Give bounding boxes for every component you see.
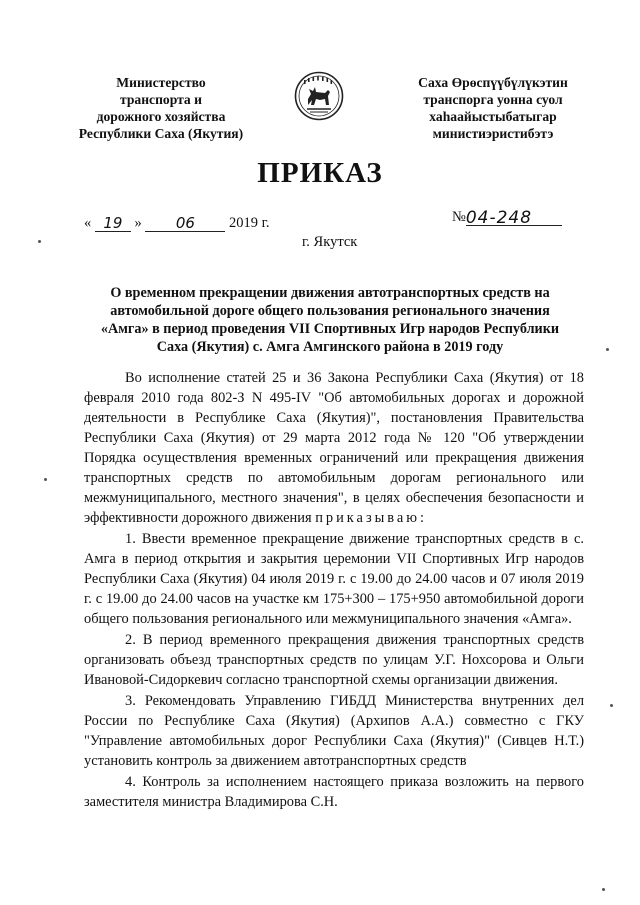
date-open-quote: «	[84, 215, 92, 231]
date-year: 2019 г.	[229, 215, 270, 231]
intro-text: Во исполнение статей 25 и 36 Закона Республики Саха (Якутия) от 18 февраля 2010 года 802-З N 495-IV "Об автомобильных дорогах и дорожной деятельности в Республике Саха (Якутия)", постановления Правительства Республики Саха (Якутия) от 29 марта 2012 года № 120 "Об утверждении Порядка осуществления временных ограничений или прекращения движения транспортных средств по автомобильным дорогам регионального или межмуниципального, местного значения", в целях обеспечения безопасности и эффективности дорожного движения	[84, 370, 584, 526]
order-subject	[80, 284, 580, 356]
issue-city: г. Якутск	[302, 234, 358, 250]
intro-paragraph	[84, 368, 584, 528]
ministry-header-yakut	[388, 74, 598, 142]
header-left-line: дорожного хозяйства	[96, 109, 226, 124]
order-item-2: 2. В период временного прекращения движения транспортных средств организовать объезд транспортных средств по улицам У.Г. Нохсорова и Ольги Ивановой-Сидоркевич согласно транспортной схемы организации движения.	[84, 632, 584, 688]
number-value: 04-248	[466, 208, 562, 226]
header-left-line: Республики Саха (Якутия)	[78, 126, 244, 141]
subject-line: «Амга» в период проведения VII Спортивных Игр народов Республики	[100, 321, 560, 337]
date-month: 06	[145, 214, 225, 232]
header-right-line: транспорга уонна суол	[423, 92, 563, 107]
scan-speck	[44, 478, 47, 481]
date-day: 19	[95, 214, 131, 232]
header-left-line: транспорта и	[120, 92, 202, 107]
subject-line: Саха (Якутия) с. Амга Амгинского района в 2019 году	[156, 339, 504, 355]
number-sign: №	[452, 209, 466, 225]
scan-speck	[610, 704, 613, 707]
order-item-4: 4. Контроль за исполнением настоящего приказа возложить на первого заместителя министра Владимирова С.Н.	[84, 774, 584, 810]
document-title: ПРИКАЗ	[257, 157, 383, 189]
scan-speck	[606, 348, 609, 351]
subject-line: О временном прекращении движения автотранспортных средств на	[110, 285, 550, 301]
ministry-header-russian	[56, 74, 266, 142]
date-close-quote: »	[134, 215, 142, 231]
order-number	[452, 208, 562, 226]
header-right-line: Саха Өрөспүүбүлүкэтин	[418, 75, 568, 90]
subject-line: автомобильной дороге общего пользования регионального значения	[110, 303, 550, 319]
order-item-3: 3. Рекомендовать Управлению ГИБДД Министерства внутренних дел России по Республике Саха (Якутия) (Архипов А.А.) совместно с ГКУ "Управление автомобильных дорог Республики Саха (Якутия)" (Сивцев Н.Т.) установить контроль за движением автотранспортных средств	[84, 693, 584, 769]
order-body	[84, 368, 584, 812]
header-left-line: Министерство	[116, 75, 206, 90]
order-date	[84, 214, 270, 232]
order-word: приказываю:	[315, 510, 428, 526]
coat-of-arms-icon	[294, 71, 344, 121]
header-right-line: хаһаайыстыбатыгар	[429, 109, 557, 124]
header-right-line: министиэристибэтэ	[432, 126, 554, 141]
scan-speck	[602, 888, 605, 891]
scan-speck	[38, 240, 41, 243]
order-item-1: 1. Ввести временное прекращение движение транспортных средств в с. Амга в период открытия и закрытия церемонии VII Спортивных Игр народов Республики Саха (Якутия) 04 июля 2019 г. с 19.00 до 24.00 часов и 07 июля 2019 г. с 19.00 до 24.00 часов на участке км 175+300 – 175+950 автомобильной дороги общего пользования регионального или межмуниципального значения «Амга».	[84, 531, 584, 627]
